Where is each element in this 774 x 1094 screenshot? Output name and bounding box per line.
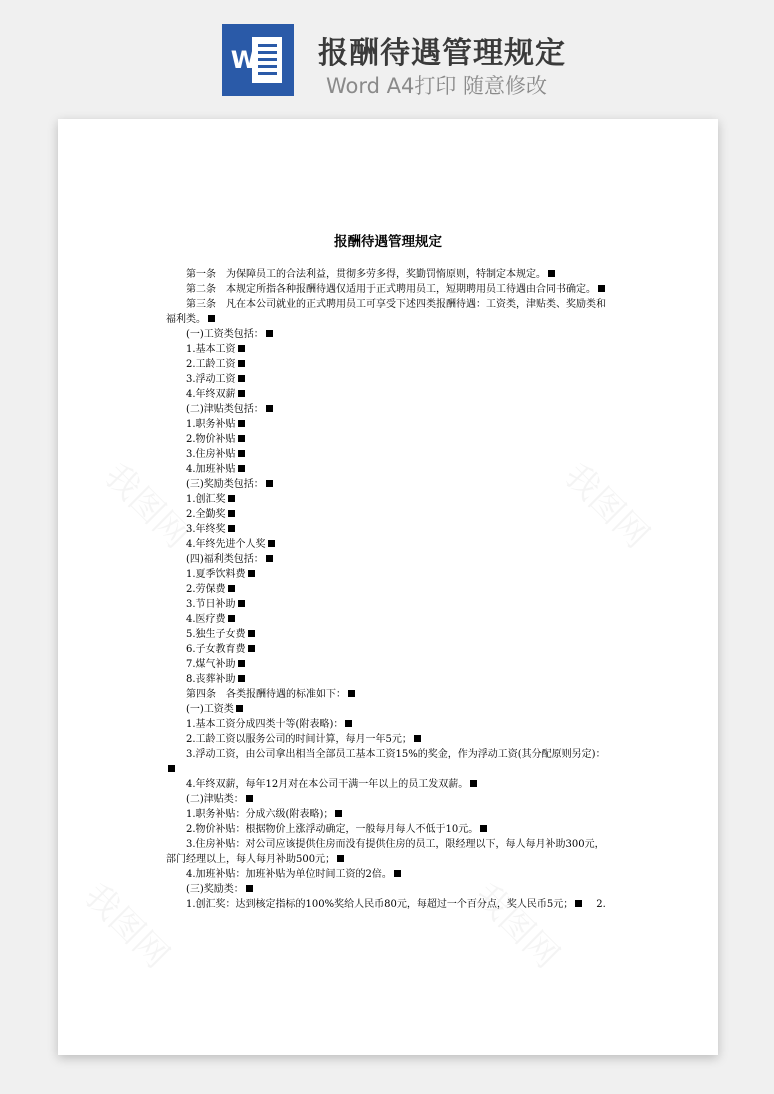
document-paragraph — [166, 882, 606, 897]
document-paragraph — [166, 567, 606, 582]
paragraph-text: 2.全勤奖 — [186, 509, 226, 520]
paragraph-mark-icon — [168, 765, 175, 772]
trailing-text: 2. — [596, 899, 606, 910]
paragraph-text: 2.工龄工资以服务公司的时间计算，每月一年5元； — [186, 734, 412, 745]
paragraph-text: 第四条 各类报酬待遇的标准如下： — [186, 689, 346, 700]
paragraph-text: 4.加班补贴 — [186, 464, 236, 475]
paragraph-text: 3.住房补贴：对公司应该提供住房而没有提供住房的员工，限经理以下，每人每月补助300元，部门经理以上，每人每月补助500元； — [166, 839, 605, 865]
document-paragraph — [166, 687, 606, 702]
paragraph-text: 1.基本工资 — [186, 344, 236, 355]
paragraph-mark-icon — [238, 660, 245, 667]
document-paragraph — [166, 657, 606, 672]
paragraph-mark-icon — [394, 870, 401, 877]
document-paragraph — [166, 717, 606, 732]
document-paragraph — [166, 477, 606, 492]
paragraph-text: 3.年终奖 — [186, 524, 226, 535]
paragraph-text: (一)工资类包括： — [186, 329, 264, 340]
document-paragraph — [166, 552, 606, 567]
paragraph-mark-icon — [345, 720, 352, 727]
paragraph-text: 7.煤气补助 — [186, 659, 236, 670]
paragraph-text: 3.节日补助 — [186, 599, 236, 610]
paragraph-mark-icon — [238, 360, 245, 367]
svg-text:W: W — [230, 46, 258, 74]
paragraph-mark-icon — [228, 585, 235, 592]
paragraph-text: 3.浮动工资 — [186, 374, 236, 385]
paragraph-text: 2.工龄工资 — [186, 359, 236, 370]
preview-header — [0, 0, 774, 118]
paragraph-text: 第三条 凡在本公司就业的正式聘用员工可享受下述四类报酬待遇：工资类，津贴类、奖励类和福利类。 — [166, 299, 606, 325]
document-paragraph — [166, 807, 606, 822]
paragraph-mark-icon — [208, 315, 215, 322]
paragraph-mark-icon — [248, 570, 255, 577]
document-paragraph — [166, 267, 606, 282]
document-paragraph — [166, 597, 606, 612]
document-paragraph — [166, 537, 606, 552]
paragraph-mark-icon — [575, 900, 582, 907]
paragraph-mark-icon — [238, 600, 245, 607]
paragraph-text: 第一条 为保障员工的合法利益，贯彻多劳多得，奖勤罚惰原则，特制定本规定。 — [186, 269, 546, 280]
header-title: 报酬待遇管理规定 — [318, 36, 566, 71]
paragraph-text: 5.独生子女费 — [186, 629, 246, 640]
paragraph-mark-icon — [228, 525, 235, 532]
document-page — [58, 119, 718, 1055]
document-paragraph — [166, 417, 606, 432]
paragraph-text: (三)奖励类： — [186, 884, 244, 895]
paragraph-mark-icon — [228, 495, 235, 502]
paragraph-text: 2.物价补贴：根据物价上涨浮动确定，一般每月每人不低于10元。 — [186, 824, 479, 835]
paragraph-mark-icon — [238, 465, 245, 472]
document-paragraph — [166, 402, 606, 417]
paragraph-text: (二)津贴类包括： — [186, 404, 264, 415]
paragraph-mark-icon — [548, 270, 555, 277]
document-body — [166, 267, 606, 912]
paragraph-text: 1.职务补贴 — [186, 419, 236, 430]
paragraph-text: 4.年终先进个人奖 — [186, 539, 266, 550]
document-paragraph — [166, 522, 606, 537]
document-paragraph — [166, 642, 606, 657]
paragraph-text: 1.职务补贴：分成六级(附表略)； — [186, 809, 334, 820]
paragraph-text: 6.子女教育费 — [186, 644, 246, 655]
paragraph-text: (一)工资类 — [186, 704, 234, 715]
paragraph-text: 1.创汇奖：达到核定指标的100%奖给人民币80元，每超过一个百分点，奖人民币5元； — [186, 899, 574, 910]
paragraph-mark-icon — [238, 345, 245, 352]
paragraph-mark-icon — [266, 555, 273, 562]
document-paragraph — [166, 672, 606, 687]
paragraph-mark-icon — [268, 540, 275, 547]
paragraph-mark-icon — [238, 390, 245, 397]
document-paragraph — [166, 342, 606, 357]
document-paragraph — [166, 432, 606, 447]
document-paragraph — [166, 777, 606, 792]
document-paragraph — [166, 702, 606, 717]
paragraph-mark-icon — [228, 510, 235, 517]
document-paragraph — [166, 627, 606, 642]
document-paragraph — [166, 822, 606, 837]
document-paragraph — [166, 462, 606, 477]
paragraph-mark-icon — [248, 630, 255, 637]
paragraph-text: (四)福利类包括： — [186, 554, 264, 565]
document-paragraph — [166, 582, 606, 597]
paragraph-text: 第二条 本规定所指各种报酬待遇仅适用于正式聘用员工，短期聘用员工待遇由合同书确定。 — [186, 284, 596, 295]
paragraph-mark-icon — [246, 795, 253, 802]
paragraph-mark-icon — [337, 855, 344, 862]
paragraph-mark-icon — [470, 780, 477, 787]
paragraph-mark-icon — [335, 810, 342, 817]
paragraph-text: 2.劳保费 — [186, 584, 226, 595]
paragraph-mark-icon — [238, 435, 245, 442]
paragraph-text: 8.丧葬补助 — [186, 674, 236, 685]
paragraph-mark-icon — [266, 480, 273, 487]
paragraph-text: (三)奖励类包括： — [186, 479, 264, 490]
document-paragraph — [166, 837, 606, 867]
document-paragraph — [166, 327, 606, 342]
paragraph-mark-icon — [246, 885, 253, 892]
paragraph-mark-icon — [414, 735, 421, 742]
document-paragraph — [166, 747, 606, 777]
document-paragraph — [166, 447, 606, 462]
paragraph-mark-icon — [480, 825, 487, 832]
document-paragraph — [166, 612, 606, 627]
paragraph-mark-icon — [228, 615, 235, 622]
header-subtitle: Word A4打印 随意修改 — [326, 74, 548, 98]
paragraph-mark-icon — [248, 645, 255, 652]
document-paragraph — [166, 387, 606, 402]
document-paragraph — [166, 792, 606, 807]
paragraph-text: 4.年终双薪，每年12月对在本公司干满一年以上的员工发双薪。 — [186, 779, 469, 790]
paragraph-mark-icon — [348, 690, 355, 697]
word-document-icon — [222, 24, 294, 96]
paragraph-mark-icon — [266, 330, 273, 337]
paragraph-mark-icon — [598, 285, 605, 292]
document-paragraph — [166, 732, 606, 747]
document-paragraph — [166, 282, 606, 297]
paragraph-text: 3.住房补贴 — [186, 449, 236, 460]
document-paragraph — [166, 492, 606, 507]
paragraph-text: 4.加班补贴：加班补贴为单位时间工资的2倍。 — [186, 869, 392, 880]
document-paragraph — [166, 897, 606, 912]
document-paragraph — [166, 867, 606, 882]
paragraph-text: 2.物价补贴 — [186, 434, 236, 445]
document-title: 报酬待遇管理规定 — [334, 234, 442, 250]
paragraph-mark-icon — [236, 705, 243, 712]
paragraph-mark-icon — [238, 420, 245, 427]
paragraph-text: 4.医疗费 — [186, 614, 226, 625]
document-paragraph — [166, 357, 606, 372]
paragraph-mark-icon — [238, 375, 245, 382]
paragraph-text: 1.基本工资分成四类十等(附表略)： — [186, 719, 344, 730]
paragraph-text: 1.夏季饮料费 — [186, 569, 246, 580]
document-paragraph — [166, 372, 606, 387]
paragraph-mark-icon — [266, 405, 273, 412]
paragraph-text: 3.浮动工资，由公司拿出相当全部员工基本工资15%的奖金，作为浮动工资(其分配原则另定)： — [186, 749, 606, 760]
document-paragraph — [166, 297, 606, 327]
document-paragraph — [166, 507, 606, 522]
paragraph-text: 4.年终双薪 — [186, 389, 236, 400]
paragraph-mark-icon — [238, 675, 245, 682]
paragraph-text: (二)津贴类： — [186, 794, 244, 805]
paragraph-text: 1.创汇奖 — [186, 494, 226, 505]
paragraph-mark-icon — [238, 450, 245, 457]
